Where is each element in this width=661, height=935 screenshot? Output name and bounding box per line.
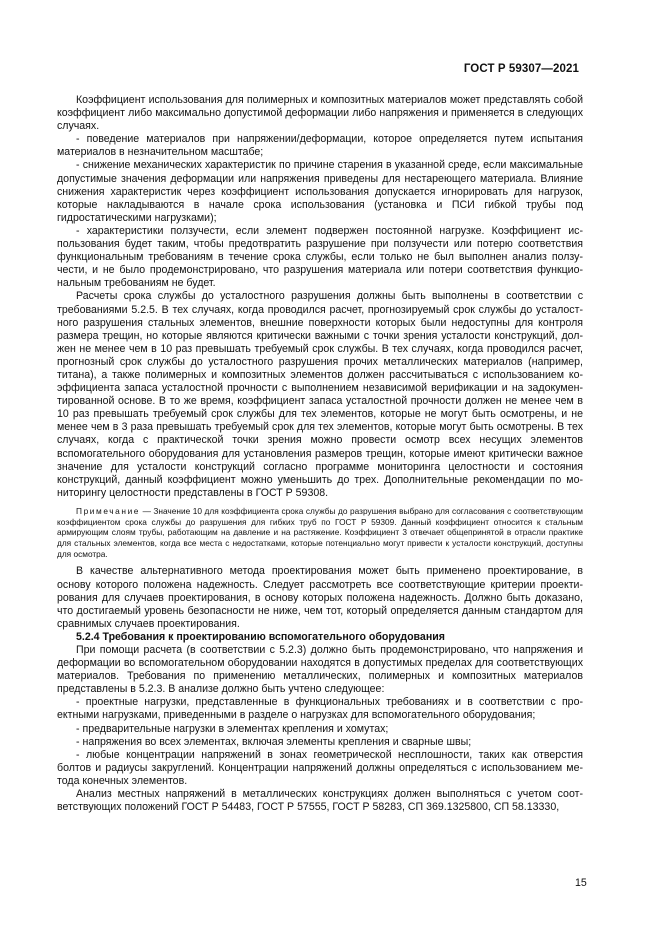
list-item: - напряжения во всех элементах, включая элементы крепления и сварные швы; — [76, 735, 472, 748]
paragraph: При помощи расчета (в соответствии с 5.2.3) должно быть продемонстрировано, что напряжения и деформации во вспомогательном оборудовании находятся в допустимых пределах для соответствующих материалов. Требования по применению металлических, полимерных и композитных материалов представлены в 5.2.3. В анализе должно быть учтено следующее: — [57, 643, 583, 696]
paragraph: В качестве альтернативного метода проектирования может быть применено проектирование, в основу которого положена надежность. Следует рассмотреть все соответствующие критерии проектирования для случаев проектирования, в основу которых положена надежность. Должно быть доказано, что достигаемый уровень безопасности не ниже, чем тот, который определяется данным стандартом для сравнимых случаев проектирования. — [57, 565, 583, 630]
list-item: - поведение материалов при напряжении/деформации, которое определяется путем испытания материалов в незначительном масштабе; — [57, 133, 583, 159]
paragraph: Коэффициент использования для полимерных и композитных материалов может представлять собой коэффициент либо максимально допустимой деформации либо напряжения и применяется в следующих случаях. — [57, 94, 583, 133]
list-item: - проектные нагрузки, представленные в функциональных требованиях и в соответствии с проектными нагрузками, приведенными в разделе о нагрузках для вспомогательного оборудования; — [57, 696, 583, 722]
paragraph: Анализ местных напряжений в металлических конструкциях должен выполняться с учетом соответствующих положений ГОСТ Р 54483, ГОСТ Р 57555, ГОСТ Р 58283, СП 369.1325800, СП 58.13330, — [57, 788, 583, 814]
page-content — [57, 94, 583, 814]
list-item: - любые концентрации напряжений в зонах геометрической несплошности, таких как отверстия болтов и радиусы закруглений. Концентрации напряжений должны определяться с использованием метода конечных элементов. — [57, 748, 583, 787]
list-item: - предварительные нагрузки в элементах крепления и хомутах; — [76, 722, 389, 735]
document-header: ГОСТ Р 59307—2021 — [463, 63, 579, 75]
note-text: — Значение 10 для коэффициента срока службы до разрушения выбрано для согласования с соответствующим коэффициентом срока службы до разрушения для гибких труб по ГОСТ Р 59309. Данный коэффициент относится к стальным армирующим слоям трубы, работающим на давление и на растяжение. Коэффициент 3 отвечает общепринятой в отрасли практике для стальных элементов, когда все места с недостатками, которые потенциально могут привести к усталости конструкций, доступны для осмотра. — [57, 505, 583, 559]
note — [57, 506, 583, 560]
paragraph: Расчеты срока службы до усталостного разрушения должны быть выполнены в соответствии с требованиями 5.2.5. В тех случаях, когда проводился расчет, прогнозируемый срок службы до усталостного разрушения стальных элементов, внешние поверхности которых были недоступны для контроля размера трещин, но которые являются критически важными с точки зрения усталости конструкций, должен не менее чем в 10 раз превышать требуемый срок службы. В тех случаях, когда проводился расчет, прогнозный срок службы до усталостного разрушения прочих металлических материалов (например, титана), а также полимерных и композитных элементов должен рассчитываться с использованием коэффициента запаса усталостной прочности с выполнением независимой верификации и на задокументированной основе. В то же время, коэффициент запаса усталостной прочности должен не менее чем в 10 раз превышать требуемый срок службы для тех элементов, которые не могут быть осмотрены, и не менее чем в 3 раза превышать требуемый срок для тех элементов, которые могут быть осмотрены. В тех случаях, когда с практической точки зрения можно провести осмотр всех несущих элементов вспомогательного оборудования для установления размеров трещин, которые имеют критически важное значение для усталости конструкций согласно программе мониторинга целостности и состояния конструкций, данный коэффициент можно уменьшить до трех. Дополнительные рекомендации по мониторингу целостности представлены в ГОСТ Р 59308. — [57, 290, 583, 499]
section-heading: 5.2.4 Требования к проектированию вспомогательного оборудования — [76, 630, 445, 643]
list-item: - характеристики ползучести, если элемент подвержен постоянной нагрузке. Коэффициент использования будет таким, чтобы предотвратить разрушение при ползучести или потерю соответствия функциональным требованиям в течение срока службы, если только не был выполнен анализ ползучести, и не было продемонстрировано, что разрушения материала или потери соответствия функциональным требованиям не будет. — [57, 224, 583, 290]
list-item: - снижение механических характеристик по причине старения в указанной среде, если максимальные допустимые значения деформации или напряжения приведены для нестареющего материала. Влияние снижения характеристик через коэффициент использования допускается игнорировать для нагрузок, которые накладываются в начале срока использования (установка и ПСИ гибкой трубы под гидростатическими нагрузками); — [57, 159, 583, 224]
note-label: Примечание — [76, 505, 141, 516]
page-number: 15 — [575, 877, 587, 889]
